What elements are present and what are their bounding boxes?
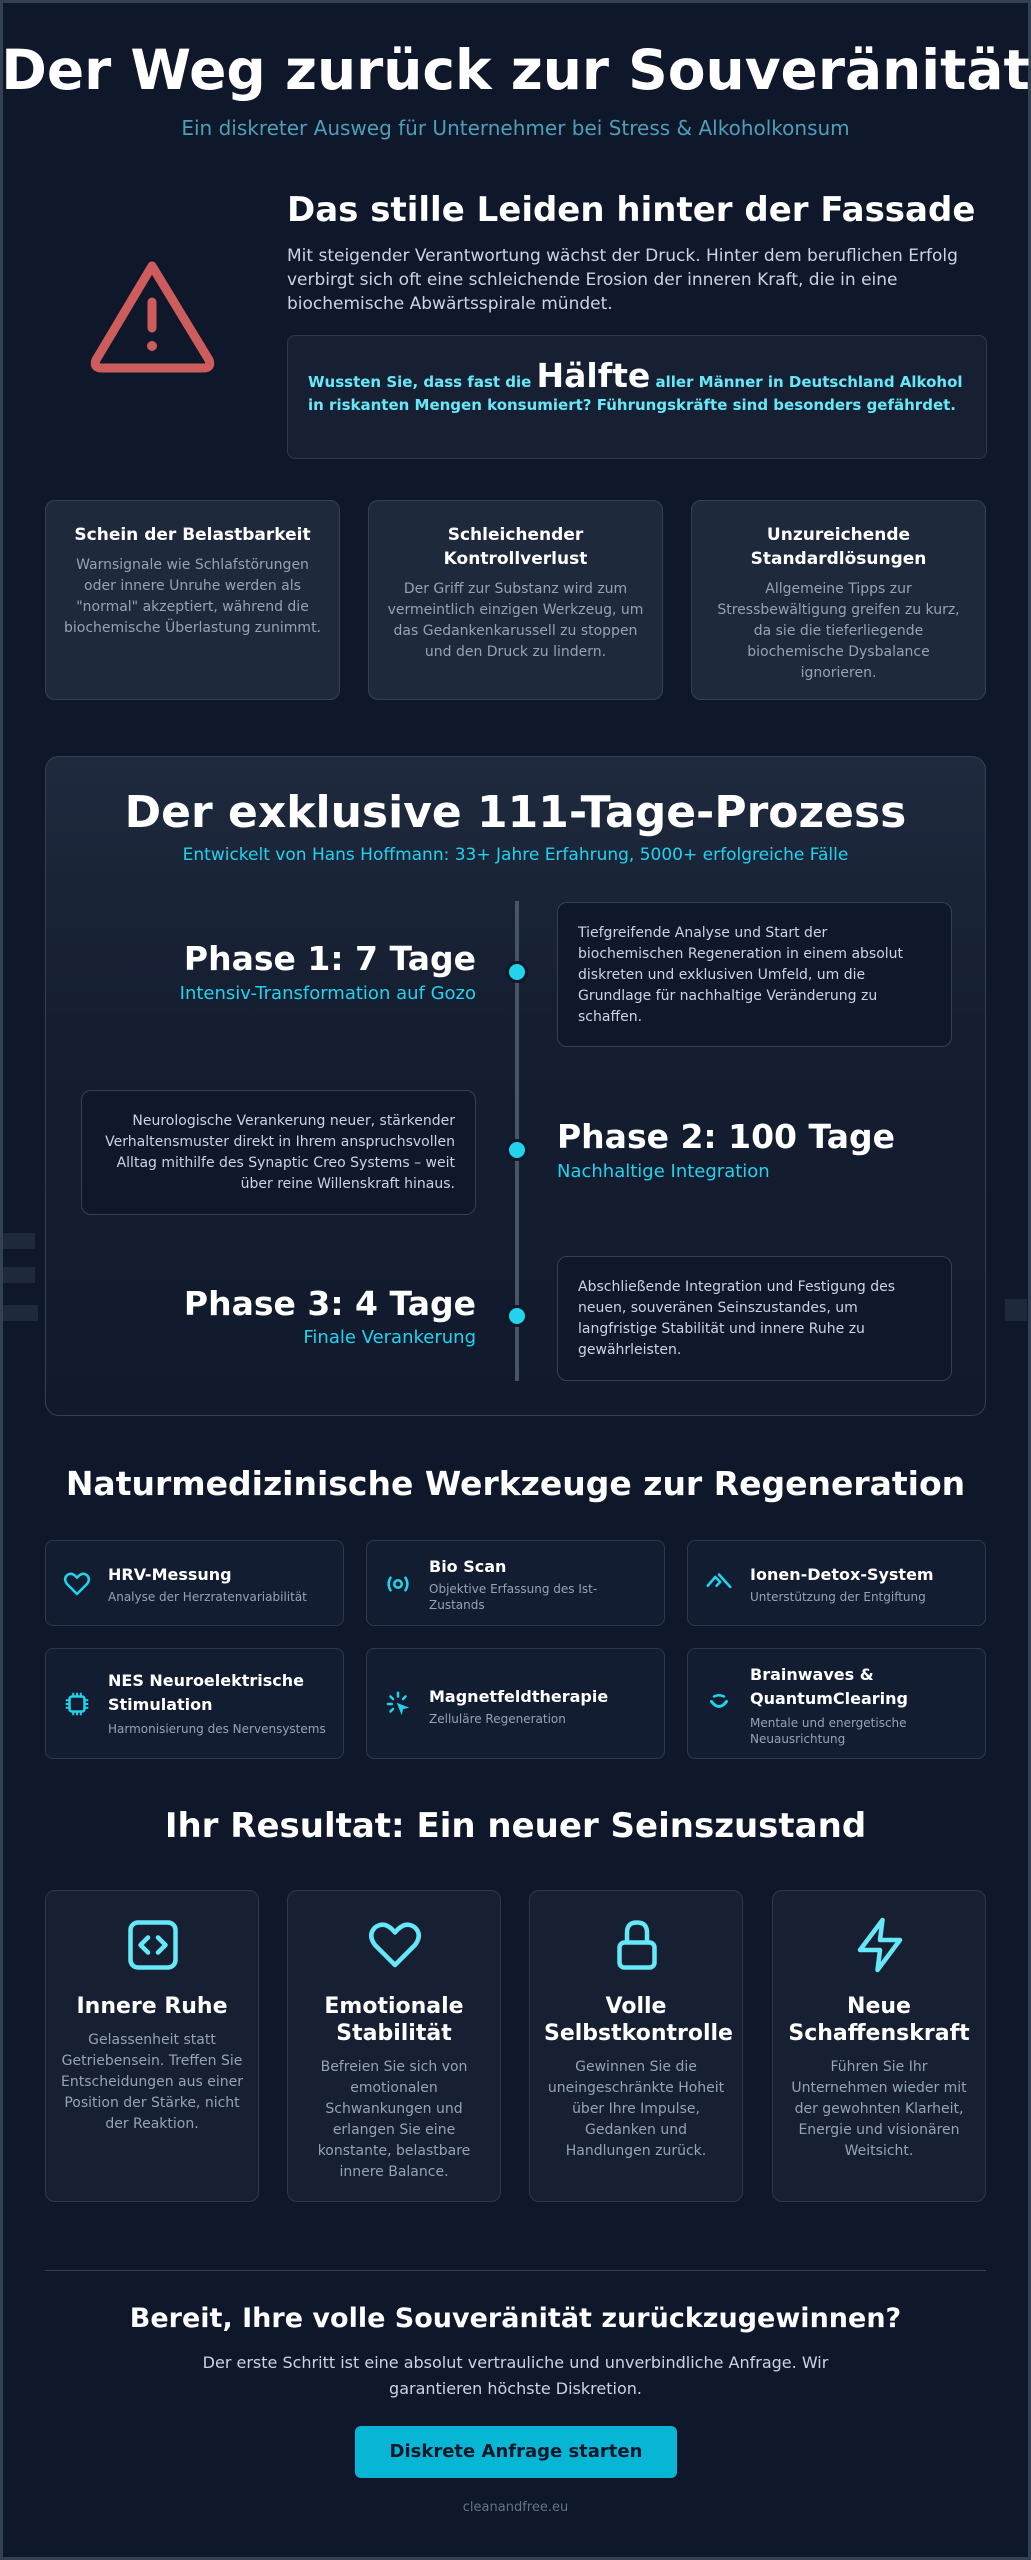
phase-3-description: Abschließende Integration und Festigung des neuen, souveränen Seinszustandes, um langfristige Stabilität und innere Ruhe zu gewährleisten. (557, 1256, 952, 1381)
phase-1-title: Phase 1: 7 Tage (183, 939, 476, 978)
phase-2-description: Neurologische Verankerung neuer, stärkender Verhaltensmuster direkt in Ihrem anspruchsvollen Alltag mithilfe des Synaptic Creo Systems – weit über reine Willenskraft hinaus. (81, 1090, 476, 1215)
result-title: Volle Selbstkontrolle (544, 1994, 733, 2046)
phase-1-subtitle: Intensiv-Transformation auf Gozo (179, 983, 476, 1004)
cta-heading: Bereit, Ihre volle Souveränität zurückzugewinnen? (129, 2303, 902, 2334)
heart-icon (365, 1915, 425, 1975)
problem-card (691, 500, 986, 700)
result-card (529, 1890, 743, 2202)
tool-card (687, 1540, 986, 1626)
intro-heading: Das stille Leiden hinter der Fassade (287, 190, 976, 230)
result-title: Emotionale Stabilität (324, 1994, 464, 2046)
intro-text: Mit steigender Verantwortung wächst der Druck. Hinter dem beruflichen Erfolg verbirgt sich oft eine schleichende Erosion der inneren Kraft, die in eine biochemische Abwärtsspirale mündet. (287, 246, 958, 314)
tool-card (687, 1648, 986, 1759)
tool-card (366, 1648, 665, 1759)
heart-icon (62, 1569, 92, 1599)
tool-title: NES Neuroelektrische Stimulation (108, 1671, 305, 1714)
tool-card (45, 1540, 344, 1626)
phase-3-title: Phase 3: 4 Tage (183, 1284, 476, 1323)
timeline-dot (506, 961, 528, 983)
detox-icon (704, 1567, 734, 1597)
warning-triangle-icon (85, 256, 220, 376)
section-divider (45, 2270, 986, 2271)
right-scroll-marker (1005, 1299, 1027, 1321)
process-title: Der exklusive 111-Tage-Prozess (124, 787, 907, 838)
phase-2-title: Phase 2: 100 Tage (557, 1117, 896, 1156)
magnet-icon (383, 1689, 413, 1719)
tool-card (366, 1540, 665, 1626)
phase-2-subtitle: Nachhaltige Integration (557, 1161, 770, 1182)
brainwaves-icon (704, 1689, 734, 1719)
fact-text-pre: Wussten Sie, dass fast die (308, 373, 537, 391)
scan-icon (383, 1569, 413, 1599)
tool-card (45, 1648, 344, 1759)
cta-text: Der erste Schritt ist eine absolut vertrauliche und unverbindliche Anfrage. Wir garantieren höchste Diskretion. (202, 2353, 829, 2398)
left-scroll-marker (3, 1305, 38, 1321)
problem-card-title: Unzureichende Standardlösungen (750, 525, 927, 569)
problem-card-text: Der Griff zur Substanz wird zum vermeintlich einzigen Werkzeug, um das Gedankenkarussell zu stoppen und den Druck zu lindern. (387, 581, 644, 660)
tool-desc: Zelluläre Regeneration (429, 1712, 566, 1726)
tool-title: HRV-Messung (108, 1565, 232, 1584)
tools-heading: Naturmedizinische Werkzeuge zur Regeneration (65, 1464, 966, 1503)
request-button[interactable]: Diskrete Anfrage starten (355, 2426, 677, 2478)
result-text: Gewinnen Sie die uneingeschränkte Hoheit über Ihre Impulse, Gedanken und Handlungen zurück. (547, 2059, 725, 2159)
result-text: Führen Sie Ihr Unternehmen wieder mit der gewohnten Klarheit, Energie und visionären Weitsicht. (791, 2059, 967, 2159)
fact-text-post: aller Männer in Deutschland Alkohol in riskanten Mengen konsumiert? Führungskräfte sind besonders gefährdet. (308, 373, 963, 414)
problem-card (368, 500, 663, 700)
intro-section (287, 190, 987, 316)
tool-desc: Mentale und energetische Neuausrichtung (750, 1716, 907, 1746)
tool-desc: Analyse der Herzratenvariabilität (108, 1590, 307, 1604)
result-card (772, 1890, 986, 2202)
page-header (0, 38, 1031, 140)
left-scroll-marker (3, 1233, 35, 1249)
left-scroll-marker (3, 1267, 35, 1283)
fact-box (287, 335, 987, 459)
lightning-icon (850, 1915, 910, 1975)
problem-card-text: Warnsignale wie Schlafstörungen oder innere Unruhe werden als "normal" akzeptiert, während die biochemische Überlastung zunimmt. (63, 557, 322, 636)
process-subtitle: Entwickelt von Hans Hoffmann: 33+ Jahre Erfahrung, 5000+ erfolgreiche Fälle (182, 845, 849, 865)
tool-desc: Objektive Erfassung des Ist-Zustands (429, 1582, 598, 1612)
result-title: Neue Schaffenskraft (788, 1994, 970, 2046)
problem-card-title: Schleichender Kontrollverlust (443, 525, 588, 569)
problem-card-title: Schein der Belastbarkeit (74, 525, 311, 545)
code-square-icon (123, 1915, 183, 1975)
result-text: Befreien Sie sich von emotionalen Schwankungen und erlangen Sie eine konstante, belastbare innere Balance. (317, 2059, 471, 2180)
tool-desc: Harmonisierung des Nervensystems (108, 1722, 326, 1736)
tool-title: Ionen-Detox-System (750, 1565, 934, 1584)
tool-title: Magnetfeldtherapie (429, 1687, 609, 1706)
footer-link[interactable]: cleanandfree.eu (462, 2500, 569, 2515)
lock-icon (607, 1915, 667, 1975)
problem-card (45, 500, 340, 700)
tool-title: Brainwaves & QuantumClearing (750, 1665, 908, 1708)
result-text: Gelassenheit statt Getriebensein. Treffen Sie Entscheidungen aus einer Position der Stärke, nicht der Reaktion. (61, 2032, 243, 2132)
result-card (45, 1890, 259, 2202)
tool-desc: Unterstützung der Entgiftung (750, 1590, 926, 1604)
page-title: Der Weg zurück zur Souveränität (1, 38, 1030, 102)
chip-icon (62, 1689, 92, 1719)
fact-highlight: Hälfte (536, 356, 651, 395)
phase-1-description: Tiefgreifende Analyse und Start der biochemischen Regeneration in einem absolut diskreten und exklusiven Umfeld, um die Grundlage für nachhaltige Veränderung zu schaffen. (557, 902, 952, 1047)
result-card (287, 1890, 501, 2202)
timeline-dot (506, 1139, 528, 1161)
results-heading: Ihr Resultat: Ein neuer Seinszustand (164, 1806, 867, 1846)
process-section (45, 756, 986, 1416)
page-subtitle: Ein diskreter Ausweg für Unternehmer bei Stress & Alkoholkonsum (181, 116, 850, 140)
tool-title: Bio Scan (429, 1557, 507, 1576)
result-title: Innere Ruhe (76, 1994, 228, 2019)
problem-card-text: Allgemeine Tipps zur Stressbewältigung greifen zu kurz, da sie die tieferliegende biochemische Dysbalance ignorieren. (717, 581, 960, 681)
phase-3-subtitle: Finale Verankerung (303, 1327, 476, 1348)
timeline-dot (506, 1305, 528, 1327)
